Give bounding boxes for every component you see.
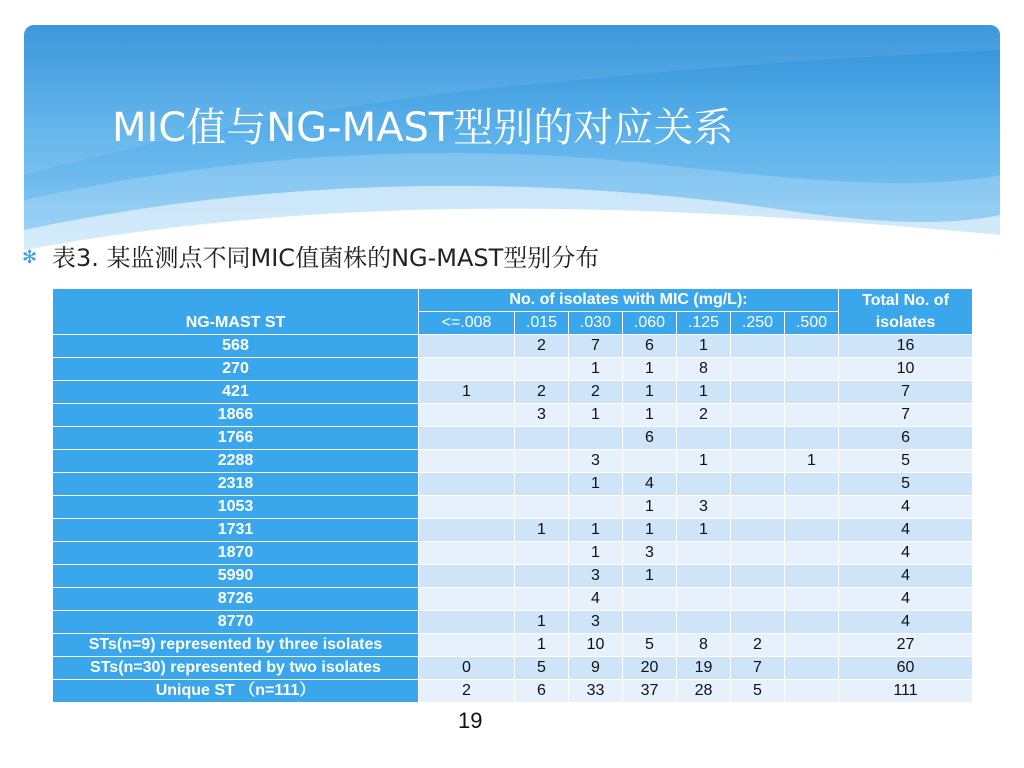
total-cell: 4 — [839, 588, 973, 611]
mic-count-cell — [731, 611, 785, 634]
mic-column-header: .250 — [731, 312, 785, 335]
mic-count-cell: 20 — [623, 657, 677, 680]
mic-count-cell — [419, 565, 515, 588]
mic-count-cell — [785, 657, 839, 680]
table-row — [53, 542, 973, 565]
mic-column-header: .060 — [623, 312, 677, 335]
mic-count-cell — [785, 404, 839, 427]
table-row — [53, 358, 973, 381]
mic-count-cell: 2 — [731, 634, 785, 657]
mic-count-cell: 8 — [677, 634, 731, 657]
mic-count-cell — [419, 611, 515, 634]
mic-count-cell: 0 — [419, 657, 515, 680]
table-header-row — [53, 289, 973, 312]
table-caption: 表3. 某监测点不同MIC值菌株的NG-MAST型别分布 — [52, 244, 600, 272]
st-label-cell: 1866 — [53, 404, 419, 427]
mic-column-header: .015 — [515, 312, 569, 335]
mic-count-cell: 1 — [677, 519, 731, 542]
total-cell: 5 — [839, 450, 973, 473]
st-label-cell: 1053 — [53, 496, 419, 519]
st-label-cell: 8726 — [53, 588, 419, 611]
total-column-header: Total No. of isolates — [839, 289, 973, 335]
mic-count-cell — [731, 496, 785, 519]
total-cell: 60 — [839, 657, 973, 680]
mic-count-cell — [419, 634, 515, 657]
mic-count-cell — [785, 427, 839, 450]
mic-count-cell — [785, 473, 839, 496]
mic-count-cell — [731, 381, 785, 404]
mic-count-cell — [785, 588, 839, 611]
mic-count-cell — [515, 496, 569, 519]
total-cell: 4 — [839, 542, 973, 565]
st-column-header: NG-MAST ST — [53, 289, 419, 335]
mic-count-cell: 1 — [785, 450, 839, 473]
mic-count-cell — [731, 450, 785, 473]
mic-count-cell — [419, 496, 515, 519]
mic-column-header: <=.008 — [419, 312, 515, 335]
mic-count-cell — [623, 588, 677, 611]
mic-count-cell: 1 — [623, 358, 677, 381]
mic-count-cell: 9 — [569, 657, 623, 680]
mic-count-cell: 3 — [569, 611, 623, 634]
mic-count-cell: 2 — [677, 404, 731, 427]
st-label-cell: 568 — [53, 335, 419, 358]
mic-count-cell: 33 — [569, 680, 623, 703]
table-row — [53, 680, 973, 703]
mic-count-cell: 3 — [677, 496, 731, 519]
mic-count-cell: 2 — [419, 680, 515, 703]
st-label-cell: 1766 — [53, 427, 419, 450]
mic-count-cell: 6 — [515, 680, 569, 703]
total-cell: 4 — [839, 519, 973, 542]
mic-count-cell — [731, 358, 785, 381]
st-label-cell: 1870 — [53, 542, 419, 565]
table-row — [53, 335, 973, 358]
mic-column-header: .500 — [785, 312, 839, 335]
mic-count-cell — [419, 473, 515, 496]
mic-count-cell: 5 — [731, 680, 785, 703]
mic-count-cell: 1 — [623, 404, 677, 427]
table-row — [53, 427, 973, 450]
mic-count-cell: 1 — [515, 611, 569, 634]
st-label-cell: 1731 — [53, 519, 419, 542]
mic-count-cell — [419, 335, 515, 358]
mic-count-cell: 5 — [623, 634, 677, 657]
table-row — [53, 404, 973, 427]
mic-count-cell: 3 — [569, 565, 623, 588]
mic-count-cell: 1 — [677, 335, 731, 358]
table-row — [53, 519, 973, 542]
mic-count-cell — [677, 611, 731, 634]
st-label-cell: Unique ST （n=111） — [53, 680, 419, 703]
total-cell: 27 — [839, 634, 973, 657]
mic-st-table — [52, 288, 973, 703]
mic-count-cell — [677, 588, 731, 611]
mic-count-cell: 1 — [569, 519, 623, 542]
slide-title: MIC值与NG-MAST型别的对应关系 — [112, 105, 734, 151]
total-cell: 10 — [839, 358, 973, 381]
mic-count-cell — [785, 680, 839, 703]
mic-column-header: .030 — [569, 312, 623, 335]
mic-count-cell — [419, 588, 515, 611]
mic-group-header: No. of isolates with MIC (mg/L): — [419, 289, 839, 312]
mic-count-cell: 1 — [515, 634, 569, 657]
mic-count-cell — [419, 404, 515, 427]
mic-count-cell — [677, 565, 731, 588]
mic-count-cell — [515, 358, 569, 381]
table-row — [53, 381, 973, 404]
mic-count-cell — [785, 634, 839, 657]
page-number: 19 — [458, 708, 483, 733]
table-row — [53, 588, 973, 611]
mic-count-cell: 2 — [515, 335, 569, 358]
mic-count-cell — [515, 588, 569, 611]
bullet-star-icon: ✻ — [22, 247, 38, 268]
mic-count-cell — [731, 519, 785, 542]
mic-count-cell — [785, 565, 839, 588]
mic-count-cell — [419, 542, 515, 565]
mic-count-cell — [515, 450, 569, 473]
mic-count-cell: 1 — [623, 496, 677, 519]
mic-count-cell: 1 — [677, 450, 731, 473]
mic-count-cell: 1 — [515, 519, 569, 542]
mic-count-cell — [785, 381, 839, 404]
table-row — [53, 611, 973, 634]
total-cell: 4 — [839, 611, 973, 634]
mic-count-cell: 1 — [623, 519, 677, 542]
st-label-cell: 8770 — [53, 611, 419, 634]
st-label-cell: STs(n=9) represented by three isolates — [53, 634, 419, 657]
mic-count-cell — [677, 473, 731, 496]
mic-count-cell: 1 — [623, 565, 677, 588]
total-cell: 4 — [839, 496, 973, 519]
st-label-cell: 270 — [53, 358, 419, 381]
mic-count-cell: 4 — [623, 473, 677, 496]
table-row — [53, 450, 973, 473]
st-label-cell: 2318 — [53, 473, 419, 496]
mic-count-cell: 4 — [569, 588, 623, 611]
mic-count-cell — [677, 427, 731, 450]
mic-count-cell — [623, 450, 677, 473]
mic-count-cell — [677, 542, 731, 565]
mic-count-cell — [785, 335, 839, 358]
mic-count-cell: 3 — [623, 542, 677, 565]
table-row — [53, 473, 973, 496]
table-row — [53, 657, 973, 680]
mic-count-cell: 6 — [623, 335, 677, 358]
mic-count-cell: 28 — [677, 680, 731, 703]
mic-count-cell — [731, 542, 785, 565]
mic-count-cell — [731, 473, 785, 496]
total-cell: 7 — [839, 404, 973, 427]
table-row — [53, 634, 973, 657]
st-label-cell: 421 — [53, 381, 419, 404]
mic-count-cell: 1 — [569, 542, 623, 565]
mic-count-cell: 2 — [569, 381, 623, 404]
total-cell: 6 — [839, 427, 973, 450]
mic-count-cell — [515, 565, 569, 588]
total-cell: 16 — [839, 335, 973, 358]
mic-count-cell — [515, 473, 569, 496]
mic-count-cell — [785, 358, 839, 381]
mic-count-cell: 1 — [677, 381, 731, 404]
mic-count-cell: 6 — [623, 427, 677, 450]
table-row — [53, 565, 973, 588]
mic-count-cell: 1 — [623, 381, 677, 404]
mic-count-cell — [731, 404, 785, 427]
mic-count-cell: 2 — [515, 381, 569, 404]
mic-count-cell: 10 — [569, 634, 623, 657]
total-cell: 111 — [839, 680, 973, 703]
mic-count-cell — [569, 427, 623, 450]
mic-count-cell — [515, 542, 569, 565]
mic-count-cell — [515, 427, 569, 450]
mic-count-cell: 1 — [419, 381, 515, 404]
mic-count-cell — [785, 519, 839, 542]
mic-count-cell — [569, 496, 623, 519]
mic-count-cell: 37 — [623, 680, 677, 703]
table-row — [53, 496, 973, 519]
mic-count-cell: 7 — [731, 657, 785, 680]
mic-count-cell — [731, 565, 785, 588]
mic-count-cell: 7 — [569, 335, 623, 358]
mic-count-cell: 3 — [515, 404, 569, 427]
mic-count-cell: 3 — [569, 450, 623, 473]
st-label-cell: 5990 — [53, 565, 419, 588]
total-cell: 7 — [839, 381, 973, 404]
mic-count-cell — [785, 496, 839, 519]
mic-count-cell — [731, 427, 785, 450]
mic-count-cell — [785, 611, 839, 634]
mic-count-cell — [419, 427, 515, 450]
st-label-cell: 2288 — [53, 450, 419, 473]
mic-count-cell: 1 — [569, 404, 623, 427]
total-cell: 5 — [839, 473, 973, 496]
mic-count-cell — [731, 588, 785, 611]
mic-count-cell: 8 — [677, 358, 731, 381]
mic-count-cell — [623, 611, 677, 634]
mic-count-cell: 5 — [515, 657, 569, 680]
mic-column-header: .125 — [677, 312, 731, 335]
mic-count-cell — [731, 335, 785, 358]
mic-count-cell — [419, 358, 515, 381]
total-cell: 4 — [839, 565, 973, 588]
mic-count-cell: 1 — [569, 358, 623, 381]
mic-count-cell — [785, 542, 839, 565]
table-body — [53, 335, 973, 703]
mic-count-cell: 19 — [677, 657, 731, 680]
mic-count-cell: 1 — [569, 473, 623, 496]
mic-count-cell — [419, 519, 515, 542]
mic-count-cell — [419, 450, 515, 473]
st-label-cell: STs(n=30) represented by two isolates — [53, 657, 419, 680]
